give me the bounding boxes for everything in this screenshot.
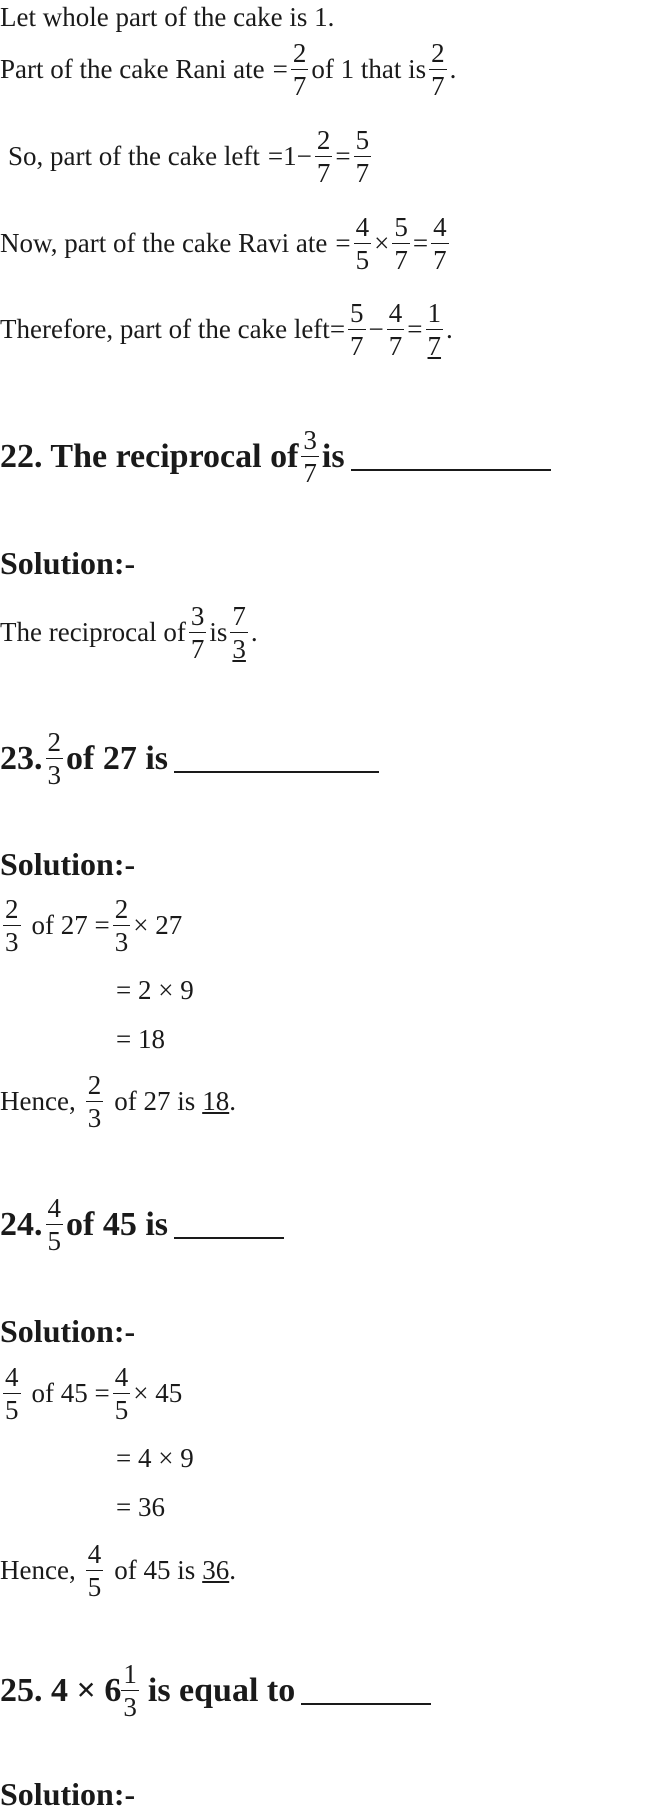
heading-text: Solution:-	[0, 1313, 136, 1349]
fraction	[315, 124, 333, 189]
equation-line	[0, 37, 456, 102]
denominator: 3	[5, 927, 19, 957]
fraction	[348, 297, 366, 362]
fraction	[354, 211, 372, 276]
denominator: 7	[431, 71, 445, 101]
operator: ×	[374, 228, 390, 258]
equation-line	[0, 297, 453, 362]
text: Hence,	[0, 1555, 76, 1585]
solution-heading	[0, 1313, 135, 1350]
operator: =	[412, 228, 429, 258]
fraction	[3, 893, 21, 958]
text: Part of the cake Rani ate	[0, 54, 265, 84]
question-text: of 27 is	[66, 739, 168, 777]
text: So, part of the cake left	[8, 141, 260, 171]
question-25	[0, 1658, 431, 1723]
operator: =	[329, 314, 346, 344]
equation-step	[116, 1024, 165, 1055]
denominator: 5	[5, 1395, 19, 1425]
equation-line	[0, 893, 182, 958]
text: of 27 =	[31, 910, 110, 940]
question-number: 24.	[0, 1205, 43, 1243]
denominator: 7	[388, 331, 403, 361]
numerator: 2	[5, 894, 19, 924]
denominator: 7	[394, 245, 408, 275]
equation-line	[0, 600, 258, 665]
operator: =	[407, 314, 423, 344]
fraction	[301, 424, 319, 489]
heading-text: Solution:-	[0, 545, 136, 581]
denominator: 5	[87, 1572, 102, 1602]
fraction	[387, 297, 405, 362]
fraction	[46, 726, 64, 791]
numerator: 2	[292, 38, 307, 68]
fraction	[431, 211, 449, 276]
answer-blank	[351, 443, 551, 471]
denominator: 3	[87, 1103, 102, 1133]
fraction	[429, 37, 447, 102]
denominator: 7	[433, 245, 447, 275]
numerator: 2	[316, 125, 331, 155]
question-22	[0, 424, 551, 489]
equation-step	[116, 1443, 194, 1474]
expression: = 2 × 9	[116, 975, 194, 1005]
numerator: 4	[355, 212, 370, 242]
operator: −	[368, 314, 384, 344]
answer-fraction	[426, 297, 444, 362]
answer-value: 36	[202, 1555, 230, 1585]
question-24	[0, 1192, 284, 1257]
answer-blank	[174, 745, 379, 773]
question-text: is equal to	[147, 1671, 296, 1709]
question-text: 22. The reciprocal of	[0, 437, 299, 475]
answer-blank	[301, 1677, 431, 1705]
fraction	[291, 37, 309, 102]
numerator: 4	[47, 1193, 61, 1223]
solution-heading	[0, 1776, 135, 1813]
fraction	[392, 211, 410, 276]
period: .	[229, 1086, 236, 1116]
fraction	[121, 1658, 139, 1723]
period: .	[250, 617, 258, 647]
equation-line	[0, 1361, 182, 1426]
equation-step	[116, 1492, 165, 1523]
question-number: 23.	[0, 739, 43, 777]
expression: × 27	[133, 910, 183, 940]
operator: =	[267, 141, 284, 171]
text: Now, part of the cake Ravi ate	[0, 228, 328, 258]
period: .	[446, 314, 453, 344]
denominator: 3	[232, 634, 246, 664]
text-line	[0, 2, 334, 33]
fraction	[46, 1192, 64, 1257]
expression: 1−	[283, 141, 312, 171]
numerator: 4	[87, 1539, 102, 1569]
statement: Let whole part of the cake is 1.	[0, 2, 335, 32]
denominator: 7	[190, 634, 205, 664]
numerator: 4	[114, 1362, 129, 1392]
text: of 45 is	[114, 1555, 196, 1585]
numerator: 4	[433, 212, 447, 242]
fraction	[3, 1361, 21, 1426]
equation-line	[0, 1069, 236, 1134]
fraction	[354, 124, 372, 189]
numerator: 1	[123, 1659, 137, 1689]
heading-text: Solution:-	[0, 846, 136, 882]
text: is	[209, 617, 228, 647]
operator: =	[335, 141, 351, 171]
numerator: 3	[303, 425, 317, 455]
text: of 45 =	[31, 1378, 110, 1408]
answer-fraction	[230, 600, 248, 665]
expression: = 18	[116, 1024, 165, 1054]
denominator: 5	[114, 1395, 129, 1425]
denominator: 3	[123, 1692, 137, 1722]
equation-line	[8, 124, 374, 189]
answer-value: 18	[202, 1086, 230, 1116]
numerator: 5	[394, 212, 408, 242]
expression: = 4 × 9	[116, 1443, 194, 1473]
fraction	[113, 1361, 131, 1426]
numerator: 3	[190, 601, 205, 631]
operator: =	[272, 54, 288, 84]
denominator: 5	[355, 245, 370, 275]
denominator: 7	[427, 331, 442, 361]
text: of 27 is	[114, 1086, 196, 1116]
operator: =	[335, 228, 351, 258]
text: The reciprocal of	[0, 617, 186, 647]
numerator: 4	[5, 1362, 19, 1392]
denominator: 5	[47, 1226, 61, 1256]
equation-line	[0, 1538, 236, 1603]
question-number: 25. 4 × 6	[0, 1671, 122, 1709]
denominator: 3	[114, 927, 129, 957]
denominator: 3	[47, 760, 61, 790]
expression: = 36	[116, 1492, 165, 1522]
text: of 1 that is	[311, 54, 427, 84]
solution-heading	[0, 545, 135, 582]
fraction	[189, 600, 207, 665]
fraction	[113, 893, 131, 958]
denominator: 7	[316, 158, 331, 188]
numerator: 2	[87, 1070, 102, 1100]
fraction	[86, 1069, 104, 1134]
numerator: 2	[47, 727, 61, 757]
question-23	[0, 726, 379, 791]
denominator: 7	[355, 158, 370, 188]
numerator: 1	[427, 298, 442, 328]
answer-blank	[174, 1211, 284, 1239]
numerator: 4	[388, 298, 403, 328]
solution-heading	[0, 846, 135, 883]
numerator: 5	[355, 125, 370, 155]
question-text: of 45 is	[66, 1205, 168, 1243]
numerator: 7	[232, 601, 246, 631]
period: .	[449, 54, 457, 84]
numerator: 2	[431, 38, 445, 68]
denominator: 7	[292, 71, 307, 101]
numerator: 2	[114, 894, 129, 924]
heading-text: Solution:-	[0, 1776, 136, 1812]
text: Therefore, part of the cake left	[0, 314, 330, 344]
expression: × 45	[133, 1378, 183, 1408]
equation-line	[0, 211, 452, 276]
text: Hence,	[0, 1086, 76, 1116]
denominator: 7	[303, 458, 317, 488]
numerator: 5	[350, 298, 364, 328]
equation-step	[116, 975, 194, 1006]
period: .	[229, 1555, 236, 1585]
denominator: 7	[350, 331, 364, 361]
question-text: is	[321, 437, 345, 475]
fraction	[86, 1538, 104, 1603]
